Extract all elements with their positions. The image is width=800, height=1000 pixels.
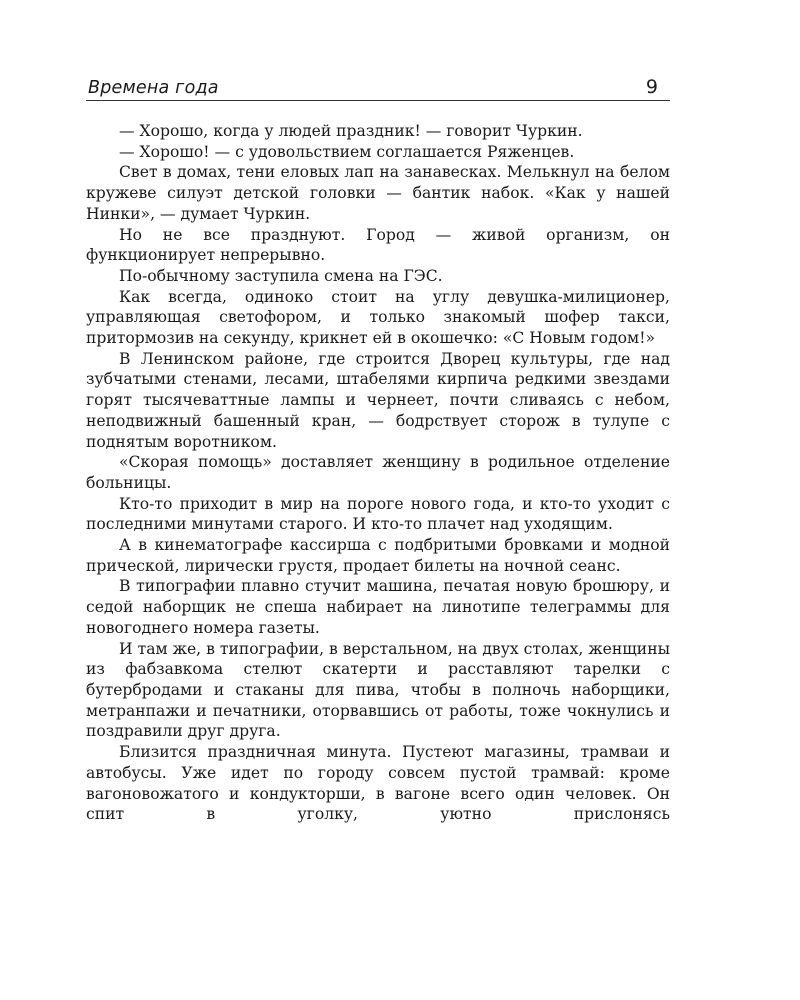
paragraph: В типографии плавно стучит машина, печатая новую брошюру, и седой наборщик не спеша набирает на линотипе телеграммы для новогоднего номера газеты.: [86, 577, 670, 637]
paragraph: Но не все празднуют. Город — живой организм, он функционирует непрерывно.: [86, 225, 670, 265]
paragraph: — Хорошо, когда у людей праздник! — говорит Чуркин.: [119, 122, 583, 140]
paragraph: Свет в домах, тени еловых лап на занавесках. Мелькнул на белом кружеве силуэт детской головки — бантик набок. «Как у нашей Нинки», — думает Чуркин.: [86, 163, 670, 223]
paragraph: «Скорая помощь» доставляет женщину в родильное отделение больницы.: [86, 453, 670, 492]
body-text: [86, 121, 670, 825]
running-header: [86, 72, 670, 101]
paragraph: А в кинематографе кассирша с подбритыми бровками и модной прической, лирически грустя, продает билеты на ночной сеанс.: [86, 536, 670, 575]
paragraph: Кто-то приходит в мир на пороге нового года, и кто-то уходит с последними минутами старого. И кто-то плачет над уходящим.: [86, 494, 670, 534]
paragraph: И там же, в типографии, в верстальном, на двух столах, женщины из фабзавкома стелют скатерти и расставляют тарелки с бутербродами и стаканы для пива, чтобы в полночь наборщики, метранпажи и печатники, оторвавшись от работы, тоже чокнулись и поздравили друг друга.: [86, 639, 670, 741]
book-page: [86, 72, 670, 825]
paragraph: В Ленинском районе, где строится Дворец культуры, где над зубчатыми стенами, лесами, штабелями кирпича редкими звездами горят тысячеваттные лампы и чернеет, почти сливаясь с небом, неподвижный башенный кран, — бодрствует сторож в тулупе с поднятым воротником.: [86, 349, 670, 451]
paragraph: По-обычному заступила смена на ГЭС.: [119, 266, 443, 285]
page-number: 9: [645, 76, 658, 98]
paragraph: Близится праздничная минута. Пустеют магазины, трамваи и автобусы. Уже идет по городу совсем пустой трамвай: кроме вагоновожатого и кондукторши, в вагоне всего один человек. Он спит в уголку, уютно прислонясь: [86, 743, 670, 824]
running-title: Времена года: [88, 78, 219, 98]
paragraph: — Хорошо! — с удовольствием соглашается Ряженцев.: [119, 142, 575, 161]
paragraph: Как всегда, одиноко стоит на углу девушка-милиционер, управляющая светофором, и только знакомый шофер такси, притормозив на секунду, крикнет ей в окошечко: «С Новым годом!»: [86, 287, 670, 348]
